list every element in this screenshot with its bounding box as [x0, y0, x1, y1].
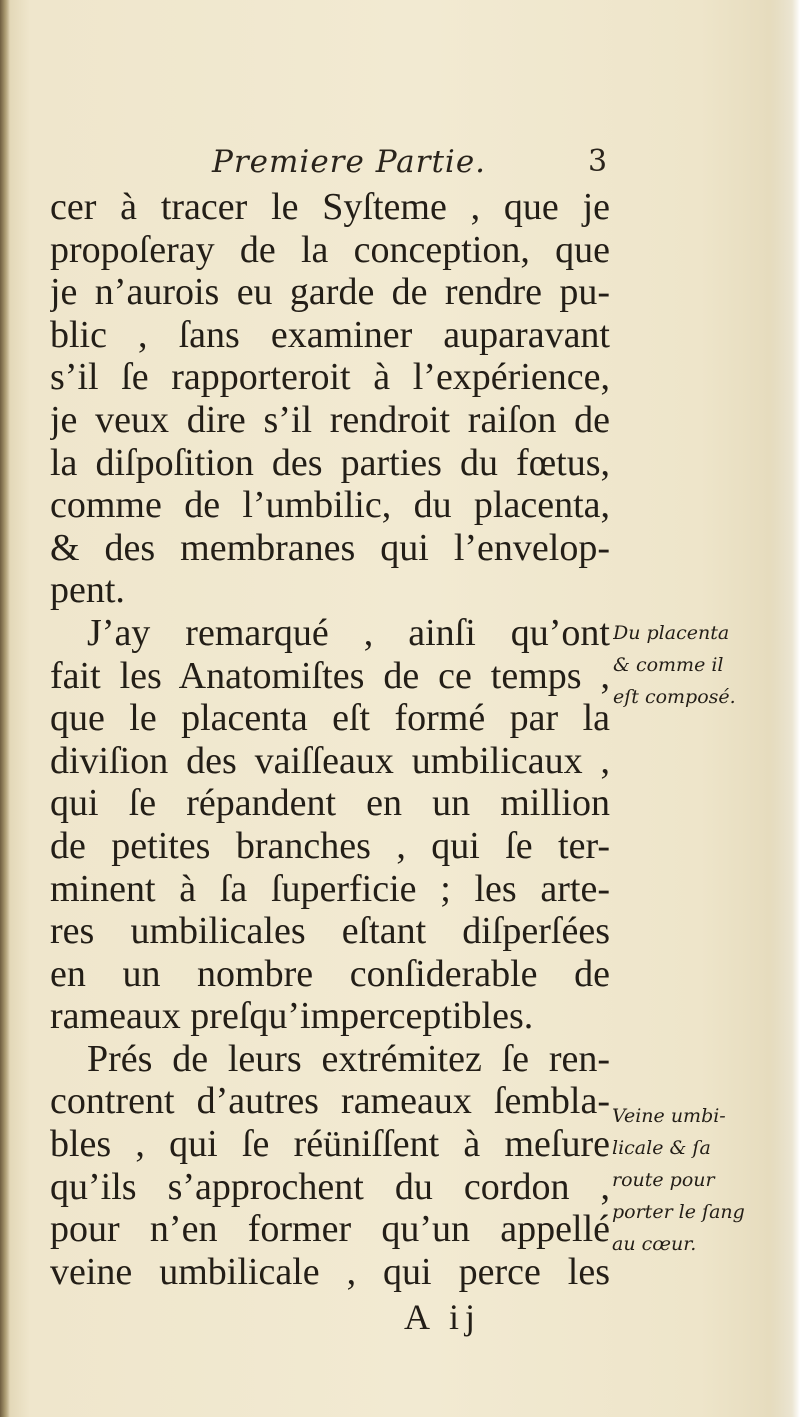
text-line: res umbilicales eſtant diſperſées	[50, 910, 610, 953]
text-line: fait les Anatomiſtes de ce temps ,	[50, 654, 610, 697]
margin-note-line: eſt composé.	[613, 686, 736, 708]
text-line: pour n’en former qu’un appellé	[50, 1208, 610, 1251]
text-line: en un nombre conſiderable de	[50, 952, 610, 995]
margin-note-line: Du placenta	[613, 622, 730, 644]
text-line: J’ay remarqué , ainſi qu’ont	[87, 611, 610, 654]
margin-note-line: porter le ſang	[612, 1201, 745, 1223]
text-line: s’il ſe rapporteroit à l’expérience,	[50, 356, 610, 399]
text-line: rameaux preſqu’imperceptibles.	[50, 995, 534, 1038]
margin-note-line: Veine umbi-	[612, 1105, 726, 1127]
text-line: comme de l’umbilic, du placenta,	[50, 484, 610, 527]
running-head: Premiere Partie.	[212, 144, 487, 180]
margin-note-veine-umbilicale	[612, 1100, 794, 1260]
text-line: blic , ſans examiner auparavant	[50, 313, 610, 356]
text-line: contrent d’autres rameaux ſembla-	[50, 1080, 610, 1123]
margin-note-line: & comme il	[613, 654, 724, 676]
text-line: pent.	[50, 569, 125, 612]
text-line: diviſion des vaiſſeaux umbilicaux ,	[50, 739, 610, 782]
text-line: propoſeray de la conception, que	[50, 228, 610, 271]
text-line: je n’aurois eu garde de rendre pu-	[50, 271, 610, 314]
page-gutter-shadow	[0, 0, 10, 1417]
text-line: Prés de leurs extrémitez ſe ren-	[87, 1037, 610, 1080]
margin-note-line: licale & ſa	[612, 1137, 711, 1159]
text-line: je veux dire s’il rendroit raiſon de	[50, 398, 610, 441]
margin-note-line: au cœur.	[612, 1233, 697, 1255]
margin-note-placenta	[613, 617, 795, 713]
margin-note-line: route pour	[612, 1169, 715, 1191]
main-text-block	[50, 186, 610, 1293]
signature-mark: A ij	[404, 1297, 482, 1337]
text-line: minent à ſa ſuperficie ; les arte-	[50, 867, 610, 910]
text-line: la diſpoſition des parties du fœtus,	[50, 441, 610, 484]
text-line: bles , qui ſe réüniſſent à meſure	[50, 1123, 610, 1166]
page-number: 3	[588, 144, 608, 179]
text-line: de petites branches , qui ſe ter-	[50, 824, 610, 867]
text-line: qu’ils s’approchent du cordon ,	[50, 1165, 610, 1208]
text-line: qui ſe répandent en un million	[50, 782, 610, 825]
text-line: & des membranes qui l’envelop-	[50, 526, 610, 569]
text-line: que le placenta eſt formé par la	[50, 697, 610, 740]
text-line: veine umbilicale , qui perce les	[50, 1250, 610, 1293]
text-line: cer à tracer le Syſteme , que je	[50, 186, 610, 228]
